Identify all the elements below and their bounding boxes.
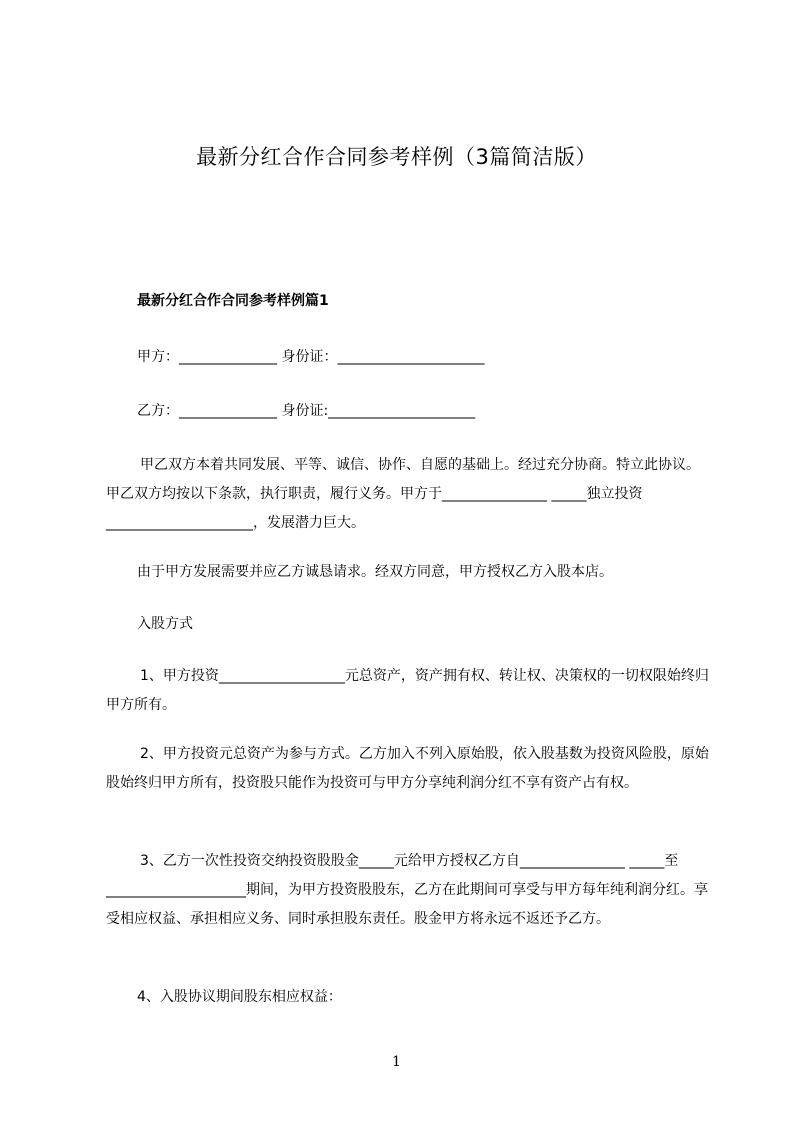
party-a-line: 甲方：______________ 身份证：_____________________ <box>137 349 485 365</box>
paragraph-authorization: 由于甲方发展需要并应乙方诚恳请求。经双方同意，甲方授权乙方入股本店。 <box>137 564 613 580</box>
clause-3: 3、乙方一次性投资交纳投资股股金_____元给甲方授权乙方自_______________ _____至____________________期间，为甲方投资股股东，乙方在此期间可享受与甲方每年纯利润分红。享受相应权益、承担相应义务、同时承担股东责任。股金甲方将永远不返还予乙方。 <box>106 853 708 927</box>
clause-1: 1、甲方投资__________________元总资产，资产拥有权、转让权、决策权的一切权限始终归甲方所有。 <box>106 668 709 713</box>
page-number: 1 <box>392 1054 401 1070</box>
paragraph-intro: 甲乙双方本着共同发展、平等、诚信、协作、自愿的基础上。经过充分协商。特立此协议。甲乙双方均按以下条款，执行职责，履行义务。甲方于_______________ _____独立投资_____________________，发展潜力巨大。 <box>106 457 700 531</box>
clause-4: 4、入股协议期间股东相应权益： <box>137 989 342 1005</box>
heading-investment-method: 入股方式 <box>137 616 193 632</box>
party-b-line: 乙方：______________ 身份证:_____________________ <box>137 403 476 419</box>
clause-2: 2、甲方投资元总资产为参与方式。乙方加入不列入原始股，依入股基数为投资风险股，原始股始终归甲方所有，投资股只能作为投资可与甲方分享纯利润分红不享有资产占有权。 <box>106 746 709 791</box>
document-title: 最新分红合作合同参考样例（3篇简洁版） <box>196 145 597 169</box>
section-title: 最新分红合作合同参考样例篇1 <box>137 293 329 309</box>
